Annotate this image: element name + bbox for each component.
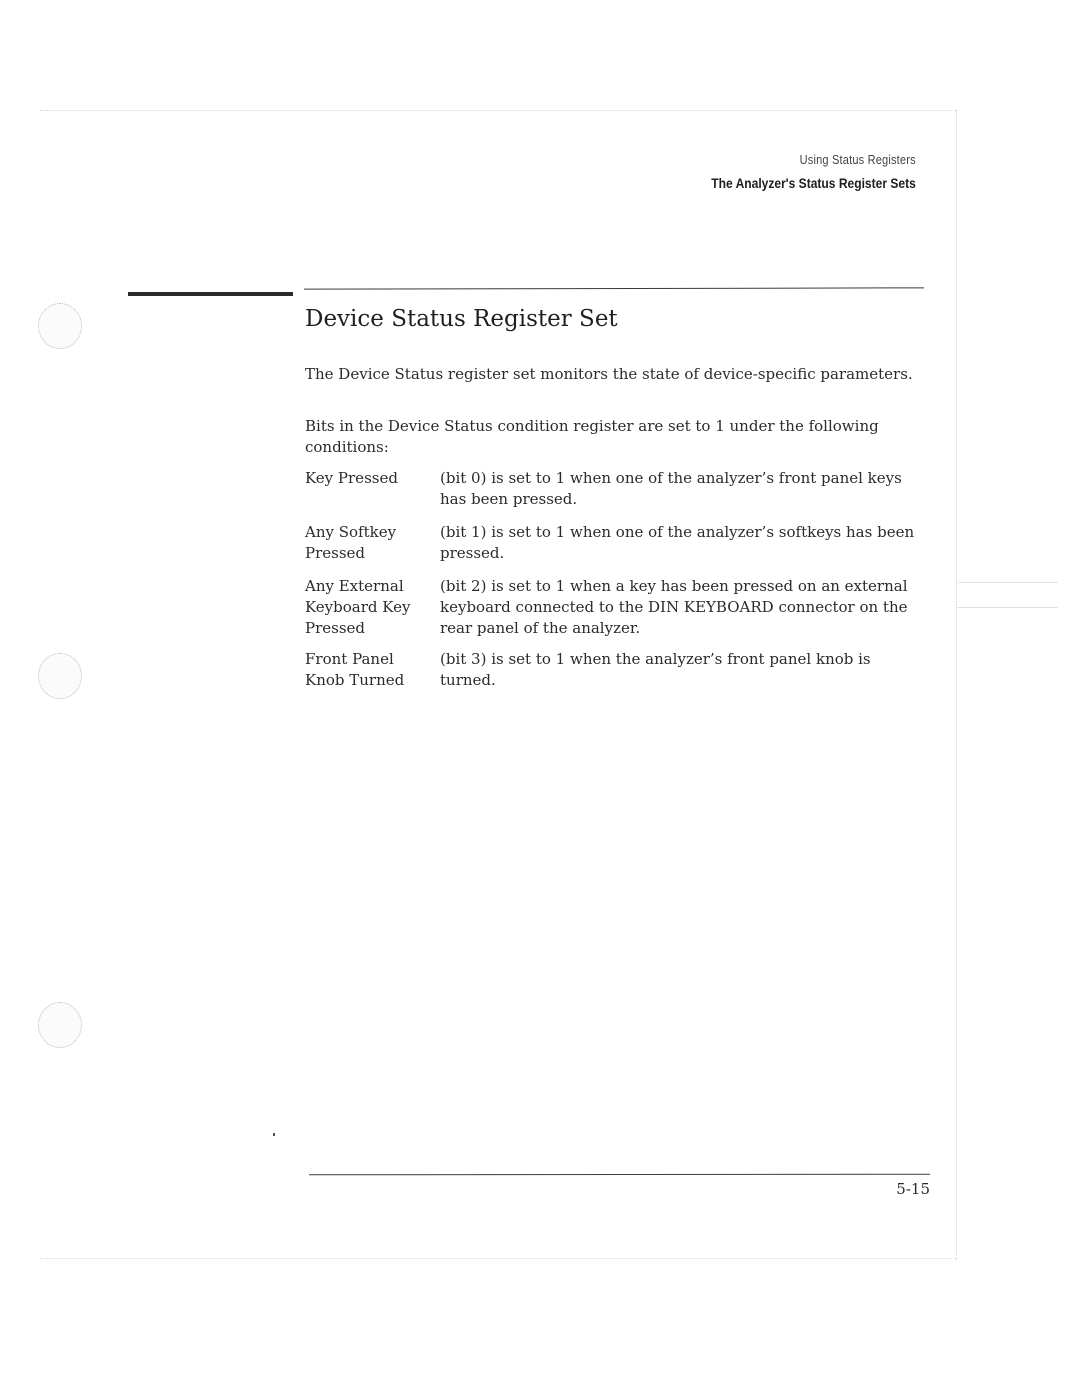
running-header — [678, 152, 916, 191]
scan-edge-right — [956, 110, 957, 1260]
scan-edge-bottom — [40, 1258, 956, 1259]
page-number: 5-15 — [896, 1180, 930, 1198]
definition-description: (bit 0) is set to 1 when one of the analyzer’s front panel keys has been pressed. — [440, 469, 902, 508]
section-rule-thick — [128, 292, 293, 296]
definition-description: (bit 1) is set to 1 when one of the analyzer’s softkeys has been pressed. — [440, 523, 915, 562]
definition-term: Key Pressed — [305, 469, 398, 487]
definition-term: Front Panel Knob Turned — [305, 650, 405, 689]
scan-speck — [273, 1133, 275, 1136]
punch-hole-top — [38, 303, 82, 349]
section-title: The Analyzer's Status Register Sets — [711, 175, 916, 191]
section-rule-thin — [304, 287, 924, 289]
definition-term: Any Softkey Pressed — [305, 523, 397, 562]
punch-hole-bottom — [38, 1002, 82, 1048]
page-title: Device Status Register Set — [305, 306, 618, 332]
footer-rule — [309, 1174, 930, 1176]
punch-hole-middle — [38, 653, 82, 699]
intro-paragraph: The Device Status register set monitors the state of device-specific parameters. — [305, 365, 913, 383]
definition-description: (bit 3) is set to 1 when the analyzer’s front panel knob is turned. — [440, 650, 871, 689]
chapter-title: Using Status Registers — [799, 152, 916, 167]
definition-term: Any External Keyboard Key Pressed — [305, 577, 411, 637]
conditions-paragraph: Bits in the Device Status condition register are set to 1 under the following conditions: — [305, 417, 879, 456]
scan-tick — [958, 582, 1058, 583]
definition-description: (bit 2) is set to 1 when a key has been pressed on an external keyboard connected to the DIN KEYBOARD connector on the rear panel of the analyzer. — [440, 577, 908, 637]
scan-tick — [958, 607, 1058, 608]
scan-edge-top — [40, 110, 956, 111]
